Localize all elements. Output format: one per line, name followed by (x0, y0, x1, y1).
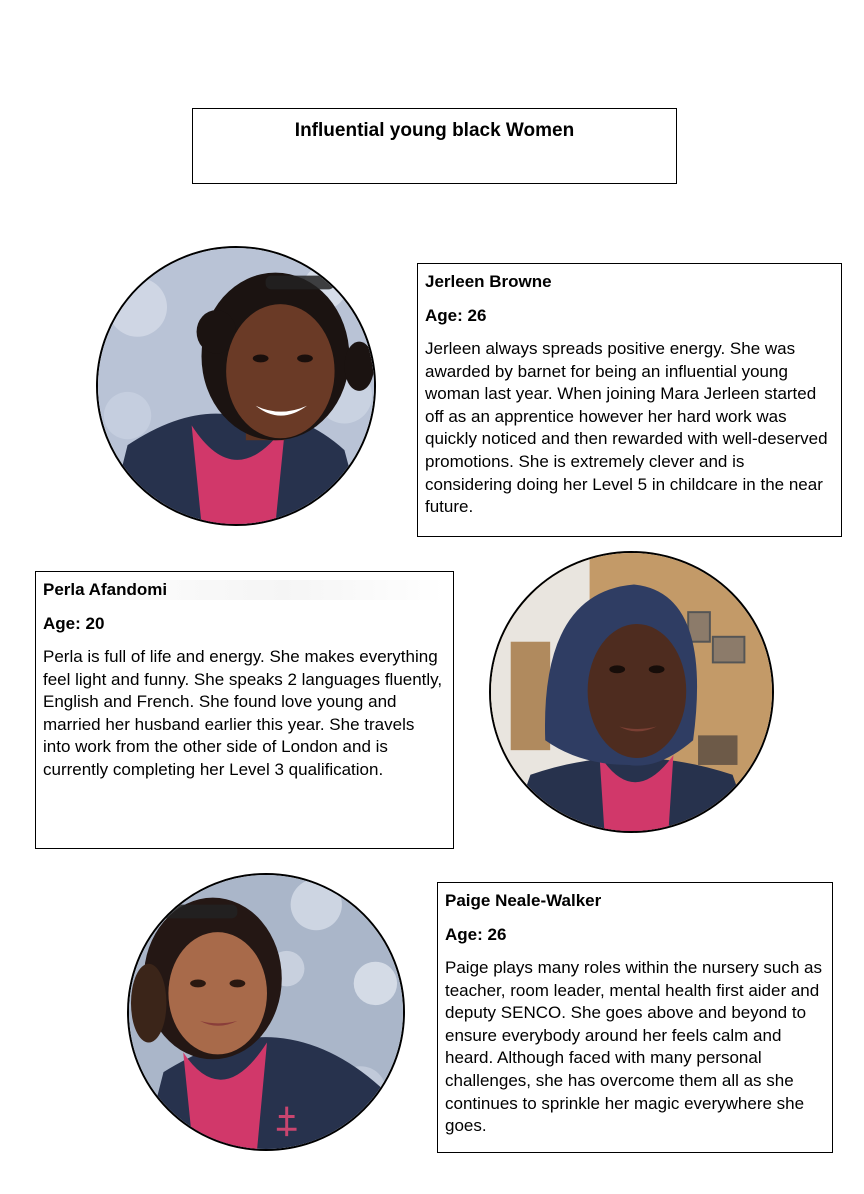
page-title: Influential young black Women (294, 120, 575, 141)
title-box (192, 108, 677, 184)
profile-photo-perla (489, 551, 774, 833)
profile-age: Age: 26 (425, 306, 487, 325)
profile-name: Paige Neale-Walker (445, 891, 602, 910)
profile-bio: Perla is full of life and energy. She makes everything feel light and funny. She speaks 2 languages fluently, English and French. She found love young and married her husband earlier this year. She travels into work from the other side of London and is currently completing her Level 3 qualification. (43, 647, 443, 779)
profile-card-perla (35, 571, 454, 849)
profile-card-paige (437, 882, 833, 1153)
profile-name: Perla Afandomi (43, 580, 445, 600)
profile-bio: Jerleen always spreads positive energy. She was awarded by barnet for being an influential young woman last year. When joining Mara Jerleen started off as an apprentice however her hard work was quickly noticed and then rewarded with well-deserved promotions. She is extremely clever and is considering doing her Level 5 in childcare in the near future. (425, 339, 828, 517)
profile-name: Jerleen Browne (425, 272, 552, 291)
portrait-image (491, 553, 772, 831)
profile-bio: Paige plays many roles within the nursery such as teacher, room leader, mental health first aider and deputy SENCO. She goes above and beyond to ensure everybody around her feels calm and heard. Although faced with many personal challenges, she has overcome them all as she continues to sprinkle her magic everywhere she goes. (445, 958, 823, 1136)
portrait-image (98, 248, 374, 524)
profile-age: Age: 20 (43, 614, 105, 633)
profile-photo-jerleen (96, 246, 376, 526)
profile-age: Age: 26 (445, 925, 507, 944)
profile-photo-paige (127, 873, 405, 1151)
profile-card-jerleen (417, 263, 842, 537)
portrait-image (129, 875, 403, 1149)
